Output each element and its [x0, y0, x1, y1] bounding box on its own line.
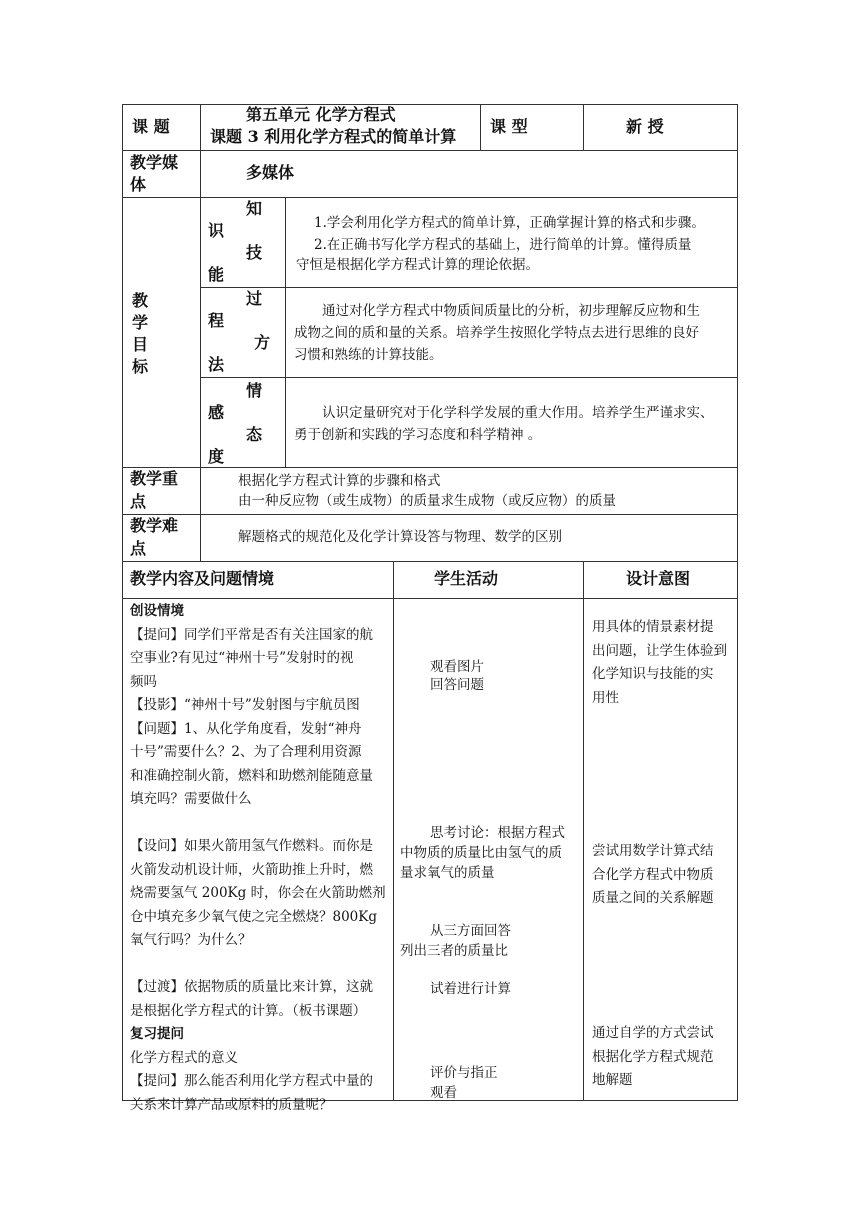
emotion-label-char: 感 [208, 403, 225, 422]
hypothesis-line: 火箭发动机设计师，火箭助推上升时，燃 [130, 861, 373, 878]
question-2-line: 关系来计算产品或原料的质量呢？ [130, 1096, 333, 1113]
key-point-line: 由一种反应物（或生成物）的质量求生成物（或反应物）的质量 [238, 493, 616, 509]
content-column [130, 600, 388, 1117]
column-header-intent: 设计意图 [626, 569, 691, 588]
topic-title-line2: 课题 3 利用化学方程式的简单计算 [210, 127, 457, 146]
intent-line: 尝试用数学计算式结 [592, 843, 714, 859]
type-value: 新 授 [626, 117, 664, 136]
emotion-label-char: 情 [246, 381, 263, 400]
transition: 【过渡】依据物质的质量比来计算，这就 [130, 979, 373, 995]
media-label-2: 体 [130, 175, 147, 194]
activity-text: 思考讨论：根据方程式 [430, 825, 565, 841]
intent-line: 合化学方程式中物质 [592, 866, 714, 883]
activity-text: 评价与指正 [430, 1065, 498, 1081]
media-label-1: 教学媒 [130, 153, 179, 172]
review-line: 化学方程式的意义 [130, 1049, 238, 1066]
intent-line: 通过自学的方式尝试 [592, 1025, 714, 1041]
process-label-char: 过 [246, 289, 263, 308]
activity-text: 试着进行计算 [430, 981, 511, 997]
activity-text: 量求氧气的质量 [400, 865, 495, 881]
intent-line: 用性 [592, 689, 619, 706]
objectives-label-char: 目 [132, 335, 149, 354]
activity-text: 回答问题 [430, 677, 484, 693]
activity-text: 从三方面回答 [430, 923, 511, 939]
intent-line: 质量之间的关系解题 [592, 890, 714, 906]
difficulty-label-2: 点 [130, 539, 147, 558]
hypothesis-line: 烧需要氢气 200Kg 时，你会在火箭助燃剂 [130, 885, 386, 901]
process-text-line: 通过对化学方程式中物质间质量比的分析，初步理解反应物和生 [322, 303, 700, 319]
emotion-label-char: 度 [208, 447, 225, 466]
key-point-line: 根据化学方程式计算的步骤和格式 [238, 473, 441, 489]
emotion-text-line: 勇于创新和实践的学习态度和科学精神 。 [294, 427, 542, 443]
intent-block [592, 1022, 732, 1093]
problem: 【问题】1、从化学角度看，发射“神舟 [130, 720, 362, 737]
projection: 【投影】“神州十号”发射图与宇航员图 [130, 697, 360, 713]
process-label-char: 法 [208, 355, 225, 374]
transition-line: 是根据化学方程式的计算。（板书课题） [130, 1002, 367, 1019]
process-label-char: 方 [254, 333, 271, 352]
activity-text: 中物质的质量比由氢气的质 [400, 845, 562, 861]
intent-block [592, 616, 732, 710]
knowledge-label-char: 能 [208, 265, 225, 284]
emotion-label-char: 态 [246, 425, 263, 444]
question-2: 【提问】那么能否利用化学方程式中量的 [130, 1073, 373, 1089]
process-text-line: 成物之间的质和量的关系。培养学生按照化学特点去进行思维的良好 [294, 325, 699, 341]
hypothesis: 【设问】如果火箭用氢气作燃料。而你是 [130, 838, 373, 854]
knowledge-text-line: 1.学会利用化学方程式的简单计算，正确掌握计算的格式和步骤。 [314, 215, 705, 231]
objectives-label-char: 学 [132, 313, 149, 332]
key-points-label-1: 教学重 [130, 469, 179, 488]
intent-line: 根据化学方程式规范 [592, 1048, 714, 1065]
activity-text: 列出三者的质量比 [400, 943, 508, 959]
activity-text: 观看 [430, 1085, 457, 1101]
hypothesis-line: 氧气行吗？为什么？ [130, 932, 252, 948]
process-label-char: 程 [208, 311, 225, 330]
intent-line: 地解题 [592, 1072, 633, 1088]
emotion-text-line: 认识定量研究对于化学科学发展的重大作用。培养学生严谨求实、 [322, 405, 714, 421]
problem-line: 十号”需要什么？2、为了合理利用资源 [130, 744, 362, 760]
objectives-label-char: 教 [132, 291, 149, 310]
question-1: 【提问】同学们平常是否有关注国家的航 [130, 626, 373, 643]
problem-line: 填充吗？需要做什么 [130, 791, 252, 807]
knowledge-label-char: 知 [246, 199, 263, 218]
knowledge-text-line: 守恒是根据化学方程式计算的理论依据。 [296, 257, 539, 273]
intent-line: 化学知识与技能的实 [592, 666, 714, 682]
intent-line: 出问题，让学生体验到 [592, 642, 727, 659]
problem-line: 和准确控制火箭，燃料和助燃剂能随意量 [130, 767, 373, 784]
difficulty-value: 解题格式的规范化及化学计算设答与物理、数学的区别 [238, 529, 562, 545]
column-header-content: 教学内容及问题情境 [130, 569, 275, 588]
column-header-activity: 学生活动 [434, 569, 499, 588]
review-title: 复习提问 [130, 1026, 184, 1042]
process-text-line: 习惯和熟练的计算技能。 [294, 347, 443, 363]
topic-label: 课 题 [132, 117, 170, 136]
difficulty-label-1: 教学难 [130, 516, 179, 535]
intro-title: 创设情境 [130, 603, 184, 619]
question-1-line: 频吗 [130, 673, 157, 690]
topic-title-line1: 第五单元 化学方程式 [246, 105, 396, 124]
knowledge-label-char: 识 [208, 221, 225, 240]
activity-text: 观看图片 [430, 659, 484, 675]
intent-block [592, 840, 732, 911]
question-1-line: 空事业?有见过“神州十号”发射时的视 [130, 650, 354, 666]
intent-line: 用具体的情景素材提 [592, 619, 714, 635]
type-label: 课 型 [490, 117, 528, 136]
key-points-label-2: 点 [130, 492, 147, 511]
hypothesis-line: 仓中填充多少氧气使之完全燃烧？800Kg [130, 908, 377, 925]
media-value: 多媒体 [246, 163, 295, 182]
knowledge-text-line: 2.在正确书写化学方程式的基础上，进行简单的计算。懂得质量 [314, 237, 692, 253]
objectives-label-char: 标 [132, 357, 149, 376]
knowledge-label-char: 技 [246, 243, 263, 262]
